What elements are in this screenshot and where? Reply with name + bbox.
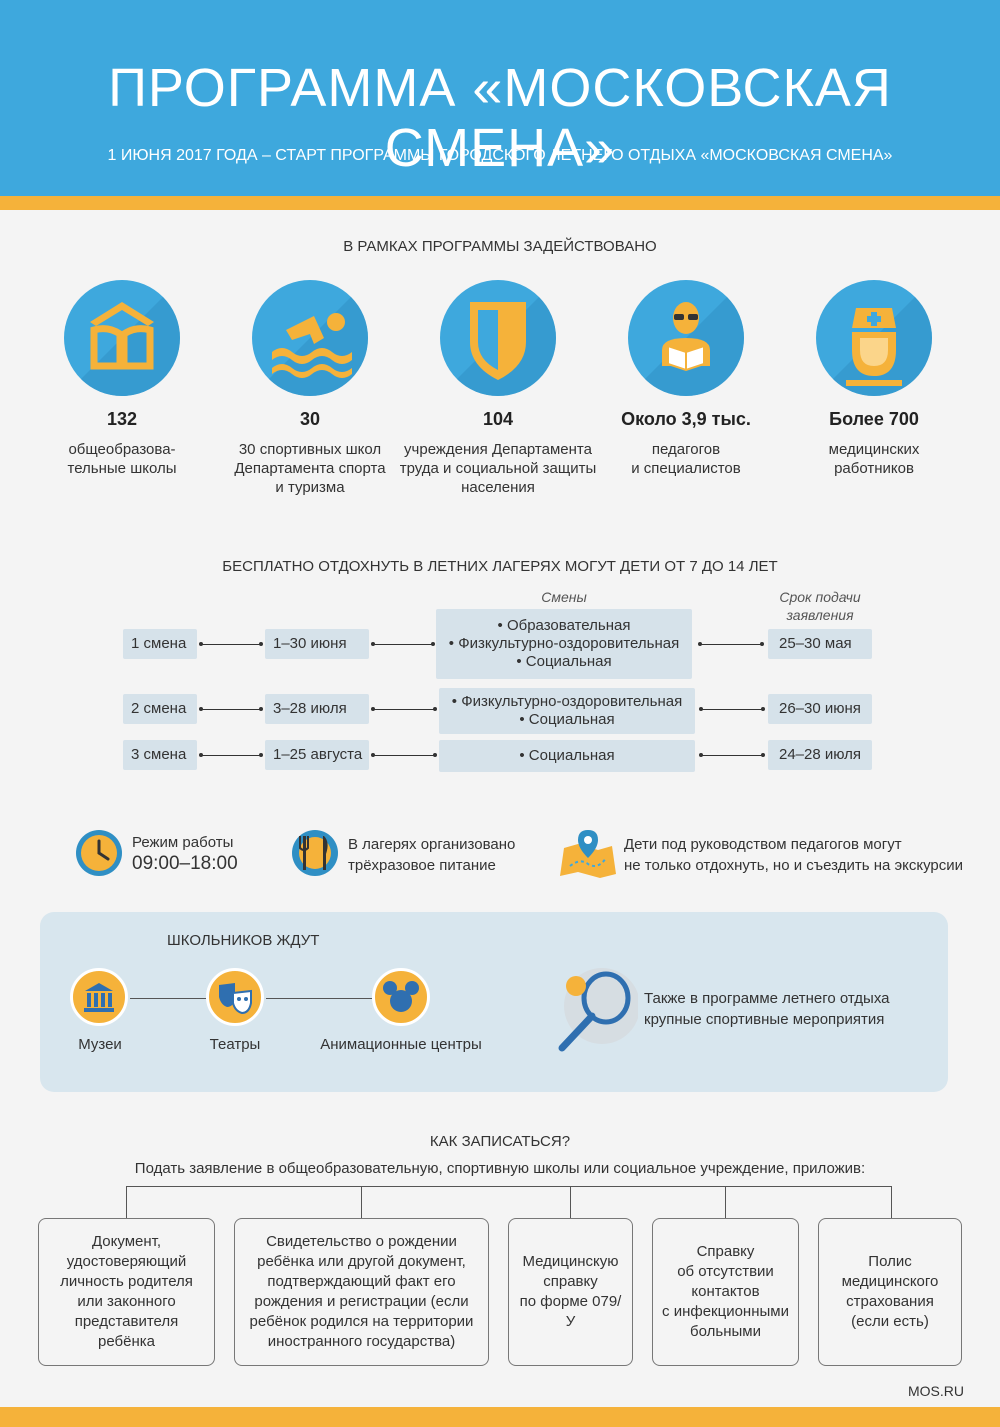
stat-value: 30 [299, 409, 321, 429]
doc-box: Полис медицинского страхования (если есть) [818, 1218, 962, 1366]
map-pin-icon [558, 828, 618, 883]
shift-deadline: 26–30 июня [768, 694, 872, 724]
shift-types: • Образовательная • Физкультурно-оздоровительная • Социальная [436, 609, 692, 679]
shift-dates: 3–28 июля [265, 694, 369, 724]
shift-label: 2 смена [123, 694, 197, 724]
stat-value: 104 [482, 409, 514, 429]
shield-icon [440, 280, 556, 396]
doc-box: Документ, удостоверяющий личность родителя или законного представителя ребёнка [38, 1218, 215, 1366]
shift-dates: 1–25 августа [265, 740, 369, 770]
mickey-icon [372, 968, 430, 1026]
signup-intro: Подать заявление в общеобразовательную, спортивную школы или социальное учреждение, приложив: [134, 1160, 866, 1177]
header-banner [0, 0, 1000, 196]
shift-label: 3 смена [123, 740, 197, 770]
shift-deadline: 25–30 мая [768, 629, 872, 659]
swimmer-icon [252, 280, 368, 396]
sports-text: Также в программе летнего отдыха крупные спортивные мероприятия [644, 990, 890, 1028]
stat-desc: учреждения Департамента труда и социальной защиты населения [399, 441, 597, 496]
shift-dates: 1–30 июня [265, 629, 369, 659]
stat-value: 132 [106, 409, 138, 429]
signup-title: КАК ЗАПИСАТЬСЯ? [429, 1133, 571, 1150]
place-label: Театры [209, 1036, 261, 1053]
stat-sport-schools [210, 280, 410, 497]
stat-schools [22, 280, 222, 478]
involved-title: В РАМКАХ ПРОГРАММЫ ЗАДЕЙСТВОВАНО [343, 238, 657, 255]
pupils-title: ШКОЛЬНИКОВ ЖДУТ [167, 932, 320, 949]
doc-box: Медицинскую справку по форме 079/У [508, 1218, 633, 1366]
shift-types: • Социальная [439, 740, 695, 772]
tennis-icon [554, 964, 638, 1059]
stat-value: Более 700 [829, 409, 919, 429]
school-book-icon [64, 280, 180, 396]
teacher-icon [628, 280, 744, 396]
stat-desc: педагогов и специалистов [631, 441, 741, 477]
camps-title: БЕСПЛАТНО ОТДОХНУТЬ В ЛЕТНИХ ЛАГЕРЯХ МОГУТ ДЕТИ ОТ 7 ДО 14 ЛЕТ [222, 558, 778, 575]
page-title: ПРОГРАММА «МОСКОВСКАЯ СМЕНА» [108, 58, 892, 178]
col-head-deadline: Срок подачи заявления [779, 589, 861, 623]
place-label: Анимационные центры [320, 1036, 482, 1053]
stat-medics [774, 280, 974, 478]
stat-desc: общеобразова- тельные школы [67, 441, 177, 477]
doc-box: Справку об отсутствии контактов с инфекционными больными [652, 1218, 799, 1366]
nurse-icon [816, 280, 932, 396]
food-text: В лагерях организовано трёхразовое питание [348, 836, 516, 874]
shift-label: 1 смена [123, 629, 197, 659]
stat-desc: 30 спортивных школ Департамента спорта и туризма [234, 441, 386, 496]
stat-teachers [586, 280, 786, 478]
museum-icon [70, 968, 128, 1026]
stat-social [398, 280, 598, 497]
page-subtitle: 1 ИЮНЯ 2017 ГОДА – СТАРТ ПРОГРАММЫ ГОРОДСКОГО ЛЕТНЕГО ОТДЫХА «МОСКОВСКАЯ СМЕНА» [107, 147, 893, 164]
stat-value: Около 3,9 тыс. [621, 409, 751, 429]
shift-types: • Физкультурно-оздоровительная • Социальная [439, 688, 695, 734]
place-label: Музеи [78, 1036, 122, 1053]
col-head-shifts: Смены [541, 589, 587, 605]
stat-desc: медицинских работников [828, 441, 920, 477]
shift-deadline: 24–28 июля [768, 740, 872, 770]
doc-box: Свидетельство о рождении ребёнка или другой документ, подтверждающий факт его рождения и регистрации (если ребёнок родился на территории иностранного государства) [234, 1218, 489, 1366]
excursion-text: Дети под руководством педагогов могут не только отдохнуть, но и съездить на экскурсии [624, 836, 964, 874]
footer-divider [0, 1407, 1000, 1427]
theatre-masks-icon [206, 968, 264, 1026]
clock-icon [74, 828, 124, 883]
header-divider [0, 196, 1000, 210]
hours-text: Режим работы 09:00–18:00 [132, 834, 238, 874]
cutlery-icon [290, 828, 340, 883]
brand-label: MOS.RU [908, 1383, 964, 1399]
